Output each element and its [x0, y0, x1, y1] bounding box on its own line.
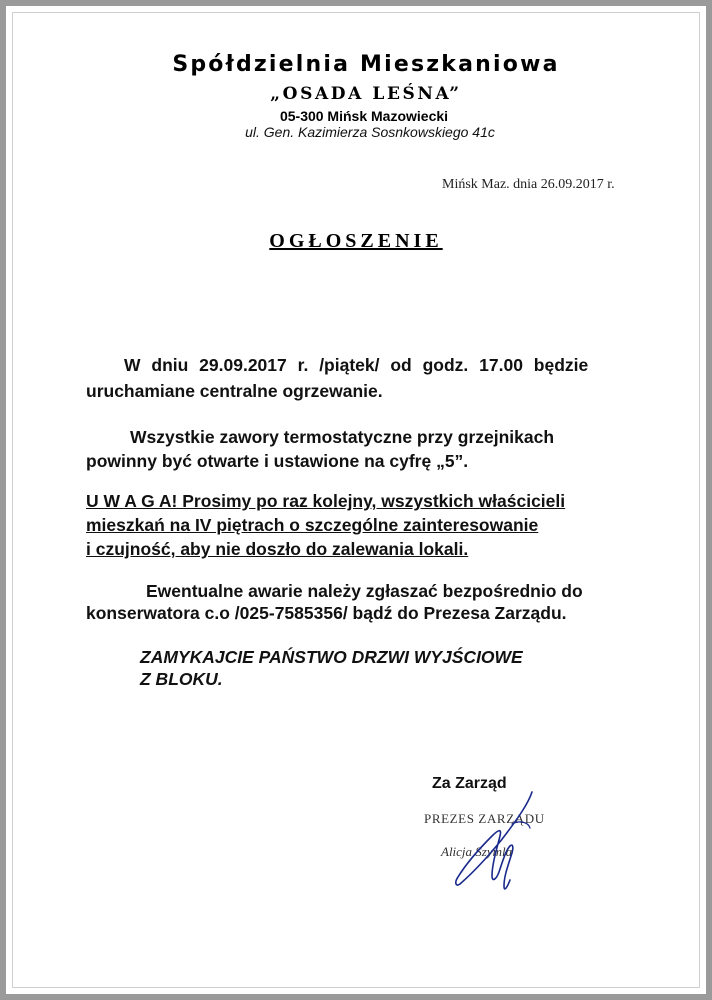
- paragraph-failures-line2: konserwatora c.o /025-7585356/ bądź do Prezesa Zarządu.: [86, 603, 567, 623]
- signature-on-behalf: Za Zarząd: [432, 775, 507, 792]
- paragraph-warning-line3: i czujność, aby nie doszło do zalewania lokali.: [86, 539, 469, 559]
- paragraph-valves-line1: Wszystkie zawory termostatyczne przy grzejnikach: [130, 427, 555, 447]
- document-date: Mińsk Maz. dnia 26.09.2017 r.: [442, 177, 615, 192]
- paragraph-valves-line2: powinny być otwarte i ustawione na cyfrę „5”.: [86, 451, 469, 471]
- address-city: 05-300 Mińsk Mazowiecki: [279, 108, 449, 124]
- paragraph-warning-line2: mieszkań na IV piętrach o szczególne zainteresowanie: [86, 515, 539, 535]
- handwritten-signature: [440, 790, 570, 900]
- document-title: OGŁOSZENIE: [269, 230, 443, 252]
- paragraph-heating-line2: uruchamiane centralne ogrzewanie.: [86, 381, 383, 401]
- stamp-name: Alicja Szymla: [441, 844, 513, 859]
- address-street: ul. Gen. Kazimierza Sosnkowskiego 41c: [245, 124, 495, 140]
- paragraph-warning-line1: U W A G A! Prosimy po raz kolejny, wszystkich właścicieli: [86, 491, 566, 511]
- paragraph-doors-line2: Z BLOKU.: [140, 669, 223, 689]
- paragraph-failures-line1: Ewentualne awarie należy zgłaszać bezpośrednio do: [146, 581, 583, 601]
- organization-subtitle: „OSADA LEŚNA”: [270, 84, 462, 104]
- stamp-title: PREZES ZARZĄDU: [424, 811, 545, 826]
- paragraph-heating-line1: W dniu 29.09.2017 r. /piątek/ od godz. 17.00 będzie: [124, 355, 589, 375]
- organization-name: Spółdzielnia Mieszkaniowa: [172, 52, 560, 77]
- paragraph-doors-line1: ZAMYKAJCIE PAŃSTWO DRZWI WYJŚCIOWE: [140, 647, 523, 667]
